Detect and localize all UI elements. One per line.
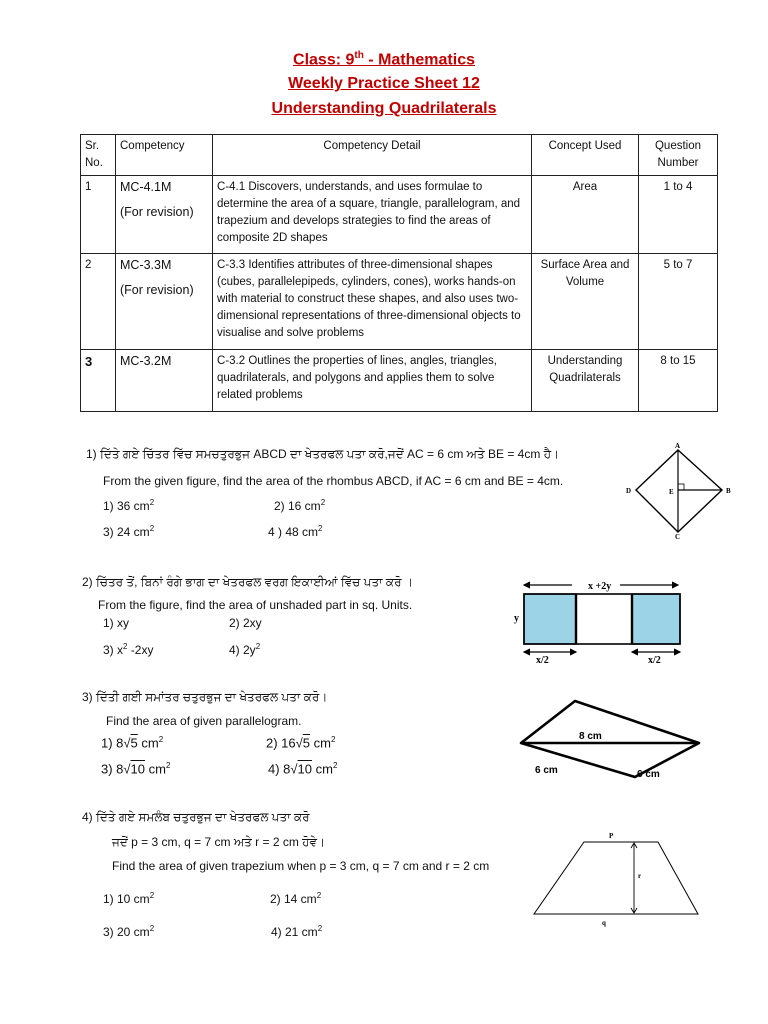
q1-option-1 [103, 498, 154, 513]
q3-option-1: 1) 8√5 $cm^2$ [101, 735, 164, 751]
q3-opt2-pre: 2) 16 [266, 735, 296, 751]
row-competency [116, 350, 213, 412]
q3-option-4: 4) 8√10 $cm^2$ [268, 761, 338, 777]
label-r: r [638, 872, 642, 880]
q3-option-3: 3) 8√10 $cm^2$ [101, 761, 171, 777]
sheet-title: Weekly Practice Sheet 12 [288, 75, 480, 92]
q4-option-3 [103, 924, 154, 939]
label-e: E [669, 488, 674, 496]
q1-punjabi [86, 447, 559, 462]
q1-option-4 [268, 524, 322, 539]
label-p: P [609, 832, 614, 840]
q1-opt1-label: 1) 36 cm [103, 499, 150, 513]
q1-punjabi-text: ਦਿੱਤੇ ਗਏ ਚਿੱਤਰ ਵਿੱਚ ਸਮਚਤੁਰਭੁਜ ABCD ਦਾ ਖੇਤਰਫਲ ਪਤਾ ਕਰੋ,ਜਦੋਂ AC = 6 cm ਅਤੇ BE = 4cm ਹੈ। [100, 447, 560, 461]
class-prefix: Class: 9 [293, 51, 355, 69]
row-concept: Area [532, 176, 639, 254]
q2-option-2 [229, 616, 262, 630]
q3-opt4-post: cm [312, 761, 333, 777]
row-code: MC-4.1M [120, 180, 172, 194]
q1-option-3 [103, 524, 154, 539]
q2-opt4-sup: 2 [255, 642, 261, 651]
right-angle-mark [678, 484, 684, 490]
q2-opt3-label: 3) x [103, 643, 124, 657]
row-concept: Surface Area and Volume [532, 254, 639, 350]
q2-english: From the figure, find the area of unshaded part in sq. Units. [98, 598, 413, 612]
topic-title: Understanding Quadrilaterals [271, 100, 497, 117]
label-right-side: 6 cm [637, 769, 660, 780]
q3-opt2-post: cm [310, 735, 331, 751]
label-c: C [675, 533, 681, 540]
q2-opt3-after: -2xy [127, 643, 154, 657]
col-question: Question Number [639, 135, 718, 176]
table-row [81, 176, 718, 254]
q4-opt1-label: 1) 10 cm [103, 892, 150, 906]
q3-opt4-pre: 4) 8 [268, 761, 291, 777]
row-sr: 2 [81, 254, 116, 350]
q4-opt3-label: 3) 20 cm [103, 925, 150, 939]
q2-option-1 [103, 616, 129, 630]
row-code: MC-3.3M [120, 258, 172, 272]
row-competency [116, 254, 213, 350]
class-suffix: - Mathematics [363, 51, 475, 69]
row-code: MC-3.2M [120, 354, 172, 368]
q1-opt4-sup: 2 [318, 524, 323, 533]
q3-opt2-sup: 2 [330, 735, 336, 744]
rhombus-figure [620, 438, 740, 540]
label-left-side: 6 cm [535, 765, 558, 776]
q3-opt2-rad: 5 [302, 735, 311, 751]
row-qnum: 1 to 4 [639, 176, 718, 254]
q3-opt4-rad: 10 [297, 761, 313, 777]
label-diag: 8 cm [579, 731, 602, 742]
page-title [0, 50, 768, 69]
q4-english: Find the area of given trapezium when p = 3 cm, q = 7 cm and r = 2 cm [112, 859, 490, 873]
label-x2-right: x/2 [648, 655, 661, 664]
row-sr: 1 [81, 176, 116, 254]
q4-opt1-sup: 2 [149, 891, 155, 900]
q3-english: Find the area of given parallelogram. [106, 714, 302, 728]
row-note: (For revision) [120, 283, 194, 297]
q1-opt4-label: 4 ) 48 cm [268, 525, 319, 539]
label-d: D [626, 487, 632, 495]
q4-option-4 [271, 924, 322, 939]
row-detail: C-4.1 Discovers, understands, and uses formulae to determine the area of a square, triangle, parallelogram, and trapezium and develops strategies to find the areas of composite 2D shapes [213, 176, 532, 254]
q4-opt4-label: 4) 21 cm [271, 925, 318, 939]
q3-opt3-post: cm [145, 761, 166, 777]
q1-opt2-label: 2) 16 cm [274, 499, 321, 513]
q4-punjabi2: ਜਦੋਂ p = 3 cm, q = 7 cm ਅਤੇ r = 2 cm ਹੋਵੇ। [112, 835, 326, 849]
row-qnum: 5 to 7 [639, 254, 718, 350]
table-row [81, 350, 718, 412]
q4-opt2-label: 2) 14 cm [270, 892, 317, 906]
q3-opt1-post: cm [137, 735, 159, 751]
q4-option-2 [270, 891, 321, 906]
label-b: B [726, 487, 731, 495]
q4-opt3-sup: 2 [149, 924, 155, 933]
shaded-right [632, 594, 680, 644]
q2-opt4-label: 4) 2y [229, 643, 256, 657]
q2-opt3-sup: 2 [123, 642, 128, 651]
q3-opt1-rad: 5 [130, 735, 138, 751]
q3-opt3-rad: 10 [130, 761, 146, 777]
q2-opt2-label: 2) 2xy [229, 616, 262, 630]
q3-opt1-pre: 1) 8 [101, 735, 124, 751]
q3-opt3-sup: 2 [165, 761, 171, 770]
q4-option-1 [103, 891, 154, 906]
q2-punjabi: 2) ਚਿੱਤਰ ਤੋਂ, ਬਿਨਾਂ ਰੰਗੇ ਭਾਗ ਦਾ ਖੇਤਰਫਲ ਵਰਗ ਇਕਾਈਆਂ ਵਿੱਚ ਪਤਾ ਕਰੋ । [82, 575, 413, 589]
q3-opt4-sup: 2 [332, 761, 338, 770]
q1-opt3-label: 3) 24 cm [103, 525, 150, 539]
q2-option-3 [103, 642, 153, 657]
col-concept: Concept Used [532, 135, 639, 176]
label-a: A [675, 442, 681, 450]
q3-punjabi: 3) ਦਿੱਤੀ ਗਈ ਸਮਾਂਤਰ ਚਤੁਰਭੁਜ ਦਾ ਖੇਤਰਫਲ ਪਤਾ ਕਰੋ। [82, 690, 328, 704]
competency-table [80, 134, 718, 412]
q1-option-2 [274, 498, 325, 513]
q2-option-4 [229, 642, 260, 657]
q3-option-2: 2) 16√5 $cm^2$ [266, 735, 336, 751]
row-concept: Understanding Quadrilaterals [532, 350, 639, 412]
q1-opt1-sup: 2 [149, 498, 155, 507]
label-x2-left: x/2 [536, 655, 549, 664]
table-row [81, 254, 718, 350]
q4-punjabi: 4) ਦਿੱਤੇ ਗਏ ਸਮਲੰਬ ਚਤੁਰਭੁਜ ਦਾ ਖੇਤਰਫਲ ਪਤਾ ਕਰੋ [82, 810, 310, 824]
col-sr: Sr. No. [81, 135, 116, 176]
rhombus-shape [636, 450, 722, 532]
trapezium-shape [534, 842, 698, 914]
col-competency: Competency [116, 135, 213, 176]
parallelogram-figure [515, 693, 715, 785]
q4-opt4-sup: 2 [317, 924, 323, 933]
rectangle-figure [510, 576, 700, 664]
q4-opt2-sup: 2 [316, 891, 322, 900]
label-top: x +2y [588, 581, 612, 592]
col-detail: Competency Detail [213, 135, 532, 176]
table-header-row [81, 135, 718, 176]
q3-opt3-pre: 3) 8 [101, 761, 124, 777]
q3-opt1-sup: 2 [158, 735, 164, 744]
row-detail: C-3.3 Identifies attributes of three-dimensional shapes (cubes, parallelepipeds, cylinders, cones), works hands-on with material to construct these shapes, and also uses two-dimensional representations of three-dimensional objects to visualise and solve problems [213, 254, 532, 350]
q2-opt1-label: 1) xy [103, 616, 130, 630]
row-qnum: 8 to 15 [639, 350, 718, 412]
q1-num: 1) [86, 447, 97, 461]
class-sup: th [354, 50, 364, 61]
q1-english: From the given figure, find the area of the rhombus ABCD, if AC = 6 cm and BE = 4cm. [103, 474, 564, 488]
q1-opt3-sup: 2 [149, 524, 155, 533]
q1-opt2-sup: 2 [320, 498, 326, 507]
row-competency [116, 176, 213, 254]
label-y: y [514, 613, 519, 624]
shaded-left [524, 594, 576, 644]
trapezium-figure [522, 826, 718, 932]
label-q: q [602, 919, 606, 927]
row-note: (For revision) [120, 205, 194, 219]
row-sr: 3 [81, 350, 116, 412]
row-detail: C-3.2 Outlines the properties of lines, angles, triangles, quadrilaterals, and polygons and applies them to solve related problems [213, 350, 532, 412]
